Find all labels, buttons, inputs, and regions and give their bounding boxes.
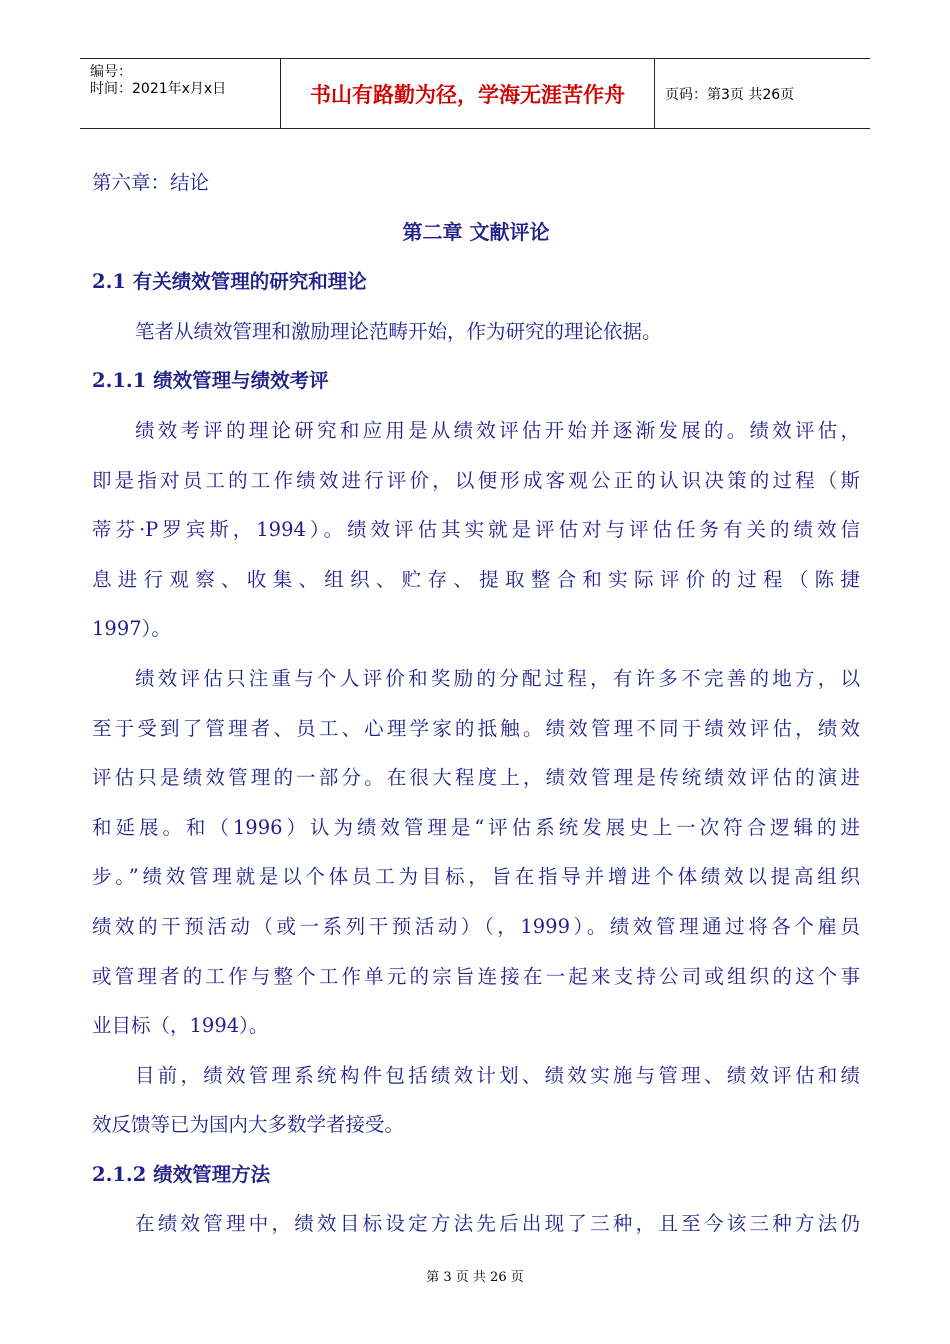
- section-heading-2-1: 2.1 有关绩效管理的研究和理论: [92, 270, 367, 294]
- intro-paragraph: 笔者从绩效管理和激励理论范畴开始，作为研究的理论依据。: [135, 319, 662, 343]
- section-heading-2-1-2: 2.1.2 绩效管理方法: [92, 1162, 271, 1186]
- paragraph-line: 效反馈等已为国内大多数学者接受。: [92, 1113, 405, 1137]
- paragraph-line: 步。”绩效管理就是以个体员工为目标，旨在指导并增进个体绩效以提高组织: [92, 865, 860, 889]
- toc-item-chapter-6: 第六章：结论: [92, 171, 210, 194]
- paragraph-3: [92, 1051, 860, 1150]
- paragraph-line: 1997）。: [92, 617, 171, 641]
- paragraph-line: 和延展。和（1996）认为绩效管理是“评估系统发展史上一次符合逻辑的进: [92, 815, 860, 839]
- header-page-info: 页码：第3页 共26页: [665, 86, 795, 103]
- paragraph-4: [92, 1199, 860, 1249]
- paragraph-line: 评估只是绩效管理的一部分。在很大程度上，绩效管理是传统绩效评估的演进: [92, 766, 860, 790]
- paragraph-line: 绩效评估只注重与个人评价和奖励的分配过程，有许多不完善的地方，以: [135, 666, 860, 690]
- page-footer: 第 3 页 共 26 页: [426, 1270, 524, 1285]
- paragraph-line: 至于受到了管理者、员工、心理学家的抵触。绩效管理不同于绩效评估，绩效: [92, 716, 860, 740]
- paragraph-line: 绩效的干预活动（或一系列干预活动）（，1999）。绩效管理通过将各个雇员: [92, 914, 860, 938]
- number-label: 编号：: [90, 64, 132, 80]
- header-motto: 书山有路勤为径，学海无涯苦作舟: [281, 59, 655, 128]
- paragraph-line: 在绩效管理中，绩效目标设定方法先后出现了三种，且至今该三种方法仍: [135, 1212, 860, 1236]
- document-body: [92, 158, 860, 1249]
- time-label: 时间：2021年x月x日: [90, 81, 227, 97]
- paragraph-line: 或管理者的工作与整个工作单元的宗旨连接在一起来支持公司或组织的这个事: [92, 964, 860, 988]
- paragraph-1: [92, 406, 860, 654]
- header-meta: [80, 59, 281, 128]
- paragraph-line: 业目标（，1994）。: [92, 1014, 269, 1038]
- paragraph-line: 息进行观察、收集、组织、贮存、提取整合和实际评价的过程（陈捷: [92, 567, 860, 591]
- page-header: [80, 58, 870, 129]
- chapter-title: 第二章 文献评论: [402, 219, 550, 244]
- section-heading-2-1-1: 2.1.1 绩效管理与绩效考评: [92, 369, 329, 393]
- paragraph-line: 蒂芬·P罗宾斯，1994）。绩效评估其实就是评估对与评估任务有关的绩效信: [92, 518, 860, 542]
- paragraph-line: 即是指对员工的工作绩效进行评价，以便形成客观公正的认识决策的过程（斯: [92, 468, 860, 492]
- paragraph-2: [92, 654, 860, 1051]
- paragraph-line: 目前，绩效管理系统构件包括绩效计划、绩效实施与管理、绩效评估和绩: [135, 1063, 860, 1087]
- paragraph-line: 绩效考评的理论研究和应用是从绩效评估开始并逐渐发展的。绩效评估，: [135, 418, 860, 442]
